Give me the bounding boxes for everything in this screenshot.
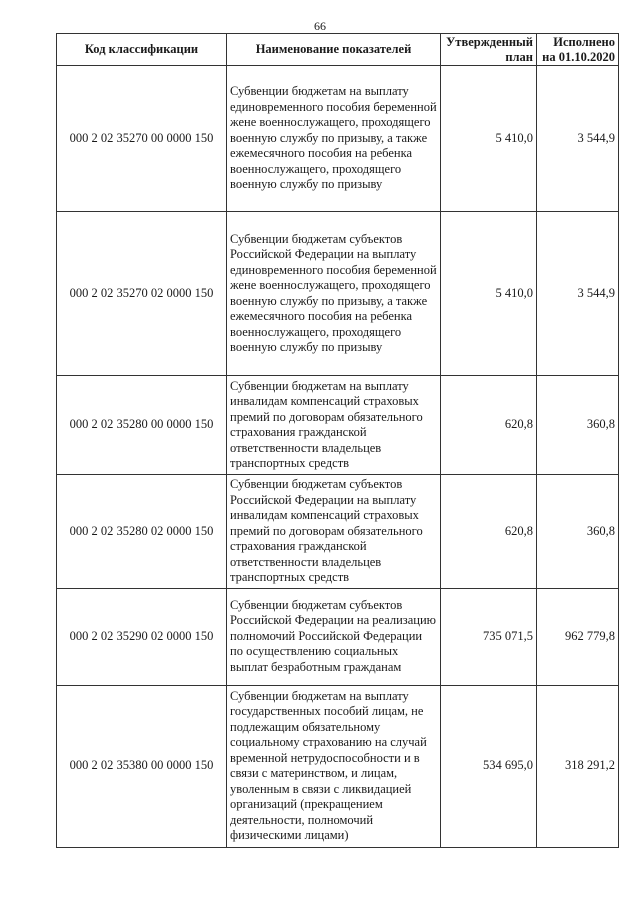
row-done: 318 291,2 (537, 685, 619, 847)
row-name: Субвенции бюджетам субъектов Российской Федерации на выплату единовременного пособия беременной жене военнослужащего, проходящего военную службу по призыву, а также ежемесячного пособия на ребенка военнослужащего, проходящего военную службу по призыву (227, 212, 441, 376)
row-done: 360,8 (537, 376, 619, 475)
page-number: 66 (314, 19, 326, 33)
row-plan: 620,8 (441, 475, 537, 589)
header-name: Наименование показателей (227, 34, 441, 66)
row-name: Субвенции бюджетам на выплату государственных пособий лицам, не подлежащим обязательному социальному страхованию на случай временной нетрудоспособности и в связи с материнством, и лицам, уволенным в связи с ликвидацией организаций (прекращением деятельности, полномочий физическими лицами) (227, 685, 441, 847)
row-plan: 5 410,0 (441, 66, 537, 212)
header-code: Код классификации (57, 34, 227, 66)
row-plan: 534 695,0 (441, 685, 537, 847)
table-row (57, 685, 619, 847)
table-row (57, 66, 619, 212)
row-plan: 735 071,5 (441, 588, 537, 685)
row-name: Субвенции бюджетам субъектов Российской Федерации на выплату инвалидам компенсаций страховых премий по договорам обязательного страхования гражданской ответственности владельцев транспортных средств (227, 475, 441, 589)
header-done: Исполнено на 01.10.2020 (537, 34, 619, 66)
row-code: 000 2 02 35280 02 0000 150 (57, 475, 227, 589)
row-done: 3 544,9 (537, 66, 619, 212)
table-row (57, 212, 619, 376)
budget-table (56, 33, 619, 848)
row-done: 962 779,8 (537, 588, 619, 685)
row-done: 3 544,9 (537, 212, 619, 376)
row-code: 000 2 02 35380 00 0000 150 (57, 685, 227, 847)
row-plan: 5 410,0 (441, 212, 537, 376)
header-plan: Утвержденный план (441, 34, 537, 66)
row-code: 000 2 02 35280 00 0000 150 (57, 376, 227, 475)
row-code: 000 2 02 35290 02 0000 150 (57, 588, 227, 685)
table-row (57, 588, 619, 685)
row-done: 360,8 (537, 475, 619, 589)
table-row (57, 376, 619, 475)
row-plan: 620,8 (441, 376, 537, 475)
row-code: 000 2 02 35270 00 0000 150 (57, 66, 227, 212)
row-name: Субвенции бюджетам на выплату инвалидам компенсаций страховых премий по договорам обязательного страхования гражданской ответственности владельцев транспортных средств (227, 376, 441, 475)
table-row (57, 475, 619, 589)
row-name: Субвенции бюджетам на выплату единовременного пособия беременной жене военнослужащего, проходящего военную службу по призыву, а также ежемесячного пособия на ребенка военнослужащего, проходящего военную службу по призыву (227, 66, 441, 212)
row-code: 000 2 02 35270 02 0000 150 (57, 212, 227, 376)
row-name: Субвенции бюджетам субъектов Российской Федерации на реализацию полномочий Российской Федерации по осуществлению социальных выплат безработным гражданам (227, 588, 441, 685)
table-header-row (57, 34, 619, 66)
